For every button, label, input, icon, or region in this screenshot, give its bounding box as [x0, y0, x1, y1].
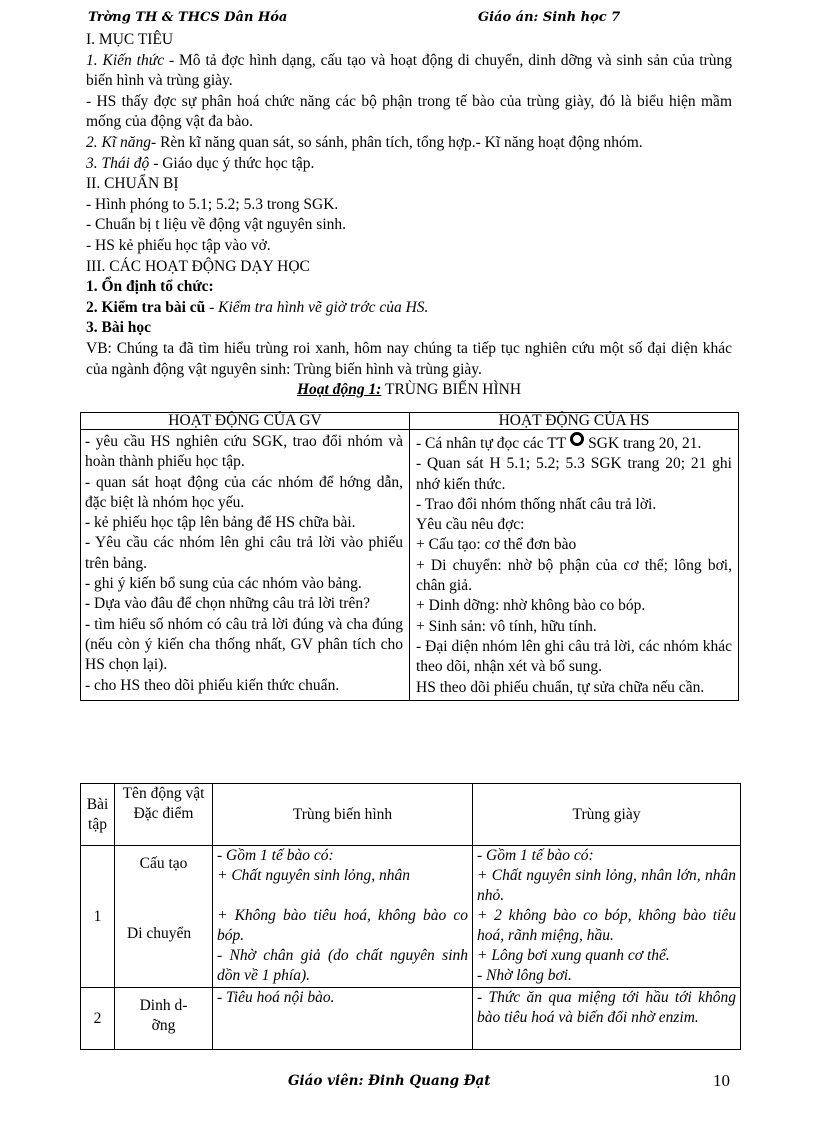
- header-amoeba: Trùng biến hình: [213, 784, 473, 846]
- row1-features: [115, 846, 213, 988]
- prep-item: - HS kẻ phiếu học tập vào vở.: [86, 236, 271, 254]
- skills-paragraph: [86, 133, 732, 154]
- step-check: [86, 298, 732, 319]
- hs-line: + Sinh sản: vô tính, hữu tính.: [416, 617, 597, 635]
- step-lesson: 3. Bài học: [86, 319, 152, 337]
- hs-line: + Di chuyển: nhờ bộ phận của cơ thể; lông bơi, chân giả.: [416, 556, 732, 595]
- gv-line: - ghi ý kiến bổ sung của các nhóm vào bảng.: [85, 575, 362, 593]
- info-circle-icon: [570, 432, 584, 446]
- row1-paramecium: [473, 846, 741, 988]
- school-name: Trờng TH & THCS Dân Hóa: [88, 10, 288, 25]
- cell-line: - Gồm 1 tế bào có:: [217, 847, 334, 864]
- subject-label: Giáo án: Sinh học 7: [478, 10, 621, 25]
- col-header-gv: HOẠT ĐỘNG CỦA GV: [81, 413, 410, 430]
- prep-item: - Chuẩn bị t liệu về động vật nguyên sinh.: [86, 216, 347, 234]
- gv-line: - tìm hiểu số nhóm có câu trả lời đúng và cha đúng (nếu còn ý kiến cha thống nhất, GV phân tích cho HS chọn lại).: [85, 615, 403, 674]
- col-header-hs: HOẠT ĐỘNG CỦA HS: [410, 413, 739, 430]
- row2-number: 2: [81, 988, 115, 1050]
- activity-name: TRÙNG BIẾN HÌNH: [381, 381, 522, 399]
- hs-line: + Dinh dỡng: nhờ không bào co bóp.: [416, 597, 646, 615]
- header-paramecium: Trùng giày: [473, 784, 741, 846]
- section2-title: II. CHUẨN BỊ: [86, 175, 179, 193]
- step-check-text: - Kiểm tra hình vẽ giờ trớc của HS.: [205, 298, 429, 316]
- skills-label: 2. Kĩ năng: [86, 133, 152, 151]
- attitude-paragraph: [86, 154, 732, 175]
- page-header: [88, 10, 738, 30]
- section3-title: III. CÁC HOẠT ĐỘNG DẠY HỌC: [86, 257, 310, 275]
- feature-nutrition: Dinh dỡng: [139, 997, 188, 1034]
- header-exercise: Bài tập: [81, 784, 115, 846]
- cell-line: - Nhờ chân giả (do chất nguyên sinh dồn về 1 phía).: [217, 947, 468, 984]
- step-organize: 1. Ổn định tổ chức:: [86, 278, 214, 296]
- hs-line: - Quan sát H 5.1; 5.2; 5.3 SGK trang 20; 21 ghi nhớ kiến thức.: [416, 455, 732, 493]
- row2-amoeba: - Tiêu hoá nội bào.: [213, 988, 473, 1050]
- header-feature: Đặc điểm: [133, 804, 194, 822]
- feature-structure: Cấu tạo: [139, 855, 188, 872]
- hs-activities: [410, 430, 739, 701]
- feature-movement: Di chuyển: [127, 925, 192, 942]
- knowledge-label: 1. Kiến thức: [86, 51, 165, 69]
- attitude-text: - Giáo dục ý thức học tập.: [149, 154, 315, 172]
- gv-line: - kẻ phiếu học tập lên bảng để HS chữa bài.: [85, 514, 356, 532]
- row2-feature: [115, 988, 213, 1050]
- gv-line: - Yêu cầu các nhóm lên ghi câu trả lời vào phiếu trên bảng.: [85, 534, 403, 572]
- gv-activities: [81, 430, 410, 701]
- header-animal-name: Tên động vật: [122, 785, 205, 802]
- page-footer: [0, 1073, 816, 1095]
- knowledge-paragraph: [86, 51, 732, 92]
- page-number: 10: [713, 1071, 730, 1090]
- hs-line: - Đại diện nhóm lên ghi câu trả lời, các nhóm khác theo dõi, nhận xét và bổ sung.: [416, 637, 732, 676]
- section1-title: I. MỤC TIÊU: [86, 31, 174, 48]
- hs-line: Yêu cầu nêu đợc:: [416, 516, 525, 534]
- hs-line: - Trao đổi nhóm thống nhất câu trả lời.: [416, 495, 657, 513]
- cell-line: + Không bào tiêu hoá, không bào co bóp.: [217, 907, 468, 944]
- activity-label: Hoạt động 1:: [296, 381, 382, 399]
- worksheet-table: [80, 783, 741, 1050]
- gv-line: - cho HS theo dõi phiếu kiến thức chuẩn.: [85, 676, 340, 694]
- hs-line-text: SGK trang 20, 21.: [588, 435, 702, 452]
- hs-line: HS theo dõi phiếu chuẩn, tự sửa chữa nếu cần.: [416, 678, 705, 696]
- attitude-label: 3. Thái độ: [86, 154, 150, 172]
- row1-number: 1: [81, 846, 115, 988]
- header-name-feature: [115, 784, 213, 846]
- cell-line: + Chất nguyên sinh lỏng, nhân: [217, 867, 411, 884]
- knowledge-paragraph-2: - HS thấy đợc sự phân hoá chức năng các bộ phận trong tế bào của trùng giày, đó là biểu hiện mầm mống của động vật đa bào.: [86, 92, 732, 131]
- cell-line: + Lông bơi xung quanh cơ thể.: [477, 947, 670, 964]
- cell-line: - Gồm 1 tế bào có:: [477, 847, 594, 864]
- gv-line: - quan sát hoạt động của các nhóm để hớng dẫn, đặc biệt là nhóm học yếu.: [85, 473, 403, 511]
- teacher-name: Giáo viên: Đinh Quang Đạt: [288, 1073, 491, 1089]
- prep-item: - Hình phóng to 5.1; 5.2; 5.3 trong SGK.: [86, 195, 339, 213]
- cell-line: + Chất nguyên sinh lỏng, nhân lớn, nhân nhỏ.: [477, 867, 736, 904]
- activity-table: [80, 412, 739, 701]
- row1-amoeba: [213, 846, 473, 988]
- hs-line: [416, 432, 732, 454]
- row2-paramecium: - Thức ăn qua miệng tới hầu tới không bào tiêu hoá và biến đổi nhờ enzim.: [473, 988, 741, 1050]
- gv-line: - yêu cầu HS nghiên cứu SGK, trao đổi nhóm và hoàn thành phiếu học tập.: [85, 433, 403, 471]
- hs-line: + Cấu tạo: cơ thể đơn bào: [416, 536, 577, 554]
- cell-line: [217, 886, 468, 906]
- knowledge-text: - Mô tả đợc hình dạng, cấu tạo và hoạt động di chuyển, dinh dỡng và sinh sản của trùng biến hình và trùng giày.: [86, 51, 732, 90]
- cell-line: + 2 không bào co bóp, không bào tiêu hoá, rãnh miệng, hầu.: [477, 907, 736, 944]
- gv-line: - Dựa vào đâu để chọn những câu trả lời trên?: [85, 595, 370, 613]
- activity-title: [86, 380, 732, 401]
- cell-line: - Nhờ lông bơi.: [477, 967, 572, 984]
- document-body: [86, 30, 732, 401]
- hs-line-text: - Cá nhân tự đọc các TT: [416, 435, 567, 452]
- intro-paragraph: VB: Chúng ta đã tìm hiểu trùng roi xanh, hôm nay chúng ta tiếp tục nghiên cứu một số đại diện khác của ngành động vật nguyên sinh: Trùng biến hình và trùng giày.: [86, 339, 732, 378]
- step-check-label: 2. Kiểm tra bài cũ: [86, 298, 206, 316]
- skills-text: - Rèn kĩ năng quan sát, so sánh, phân tích, tổng hợp.- Kĩ năng hoạt động nhóm.: [151, 133, 643, 151]
